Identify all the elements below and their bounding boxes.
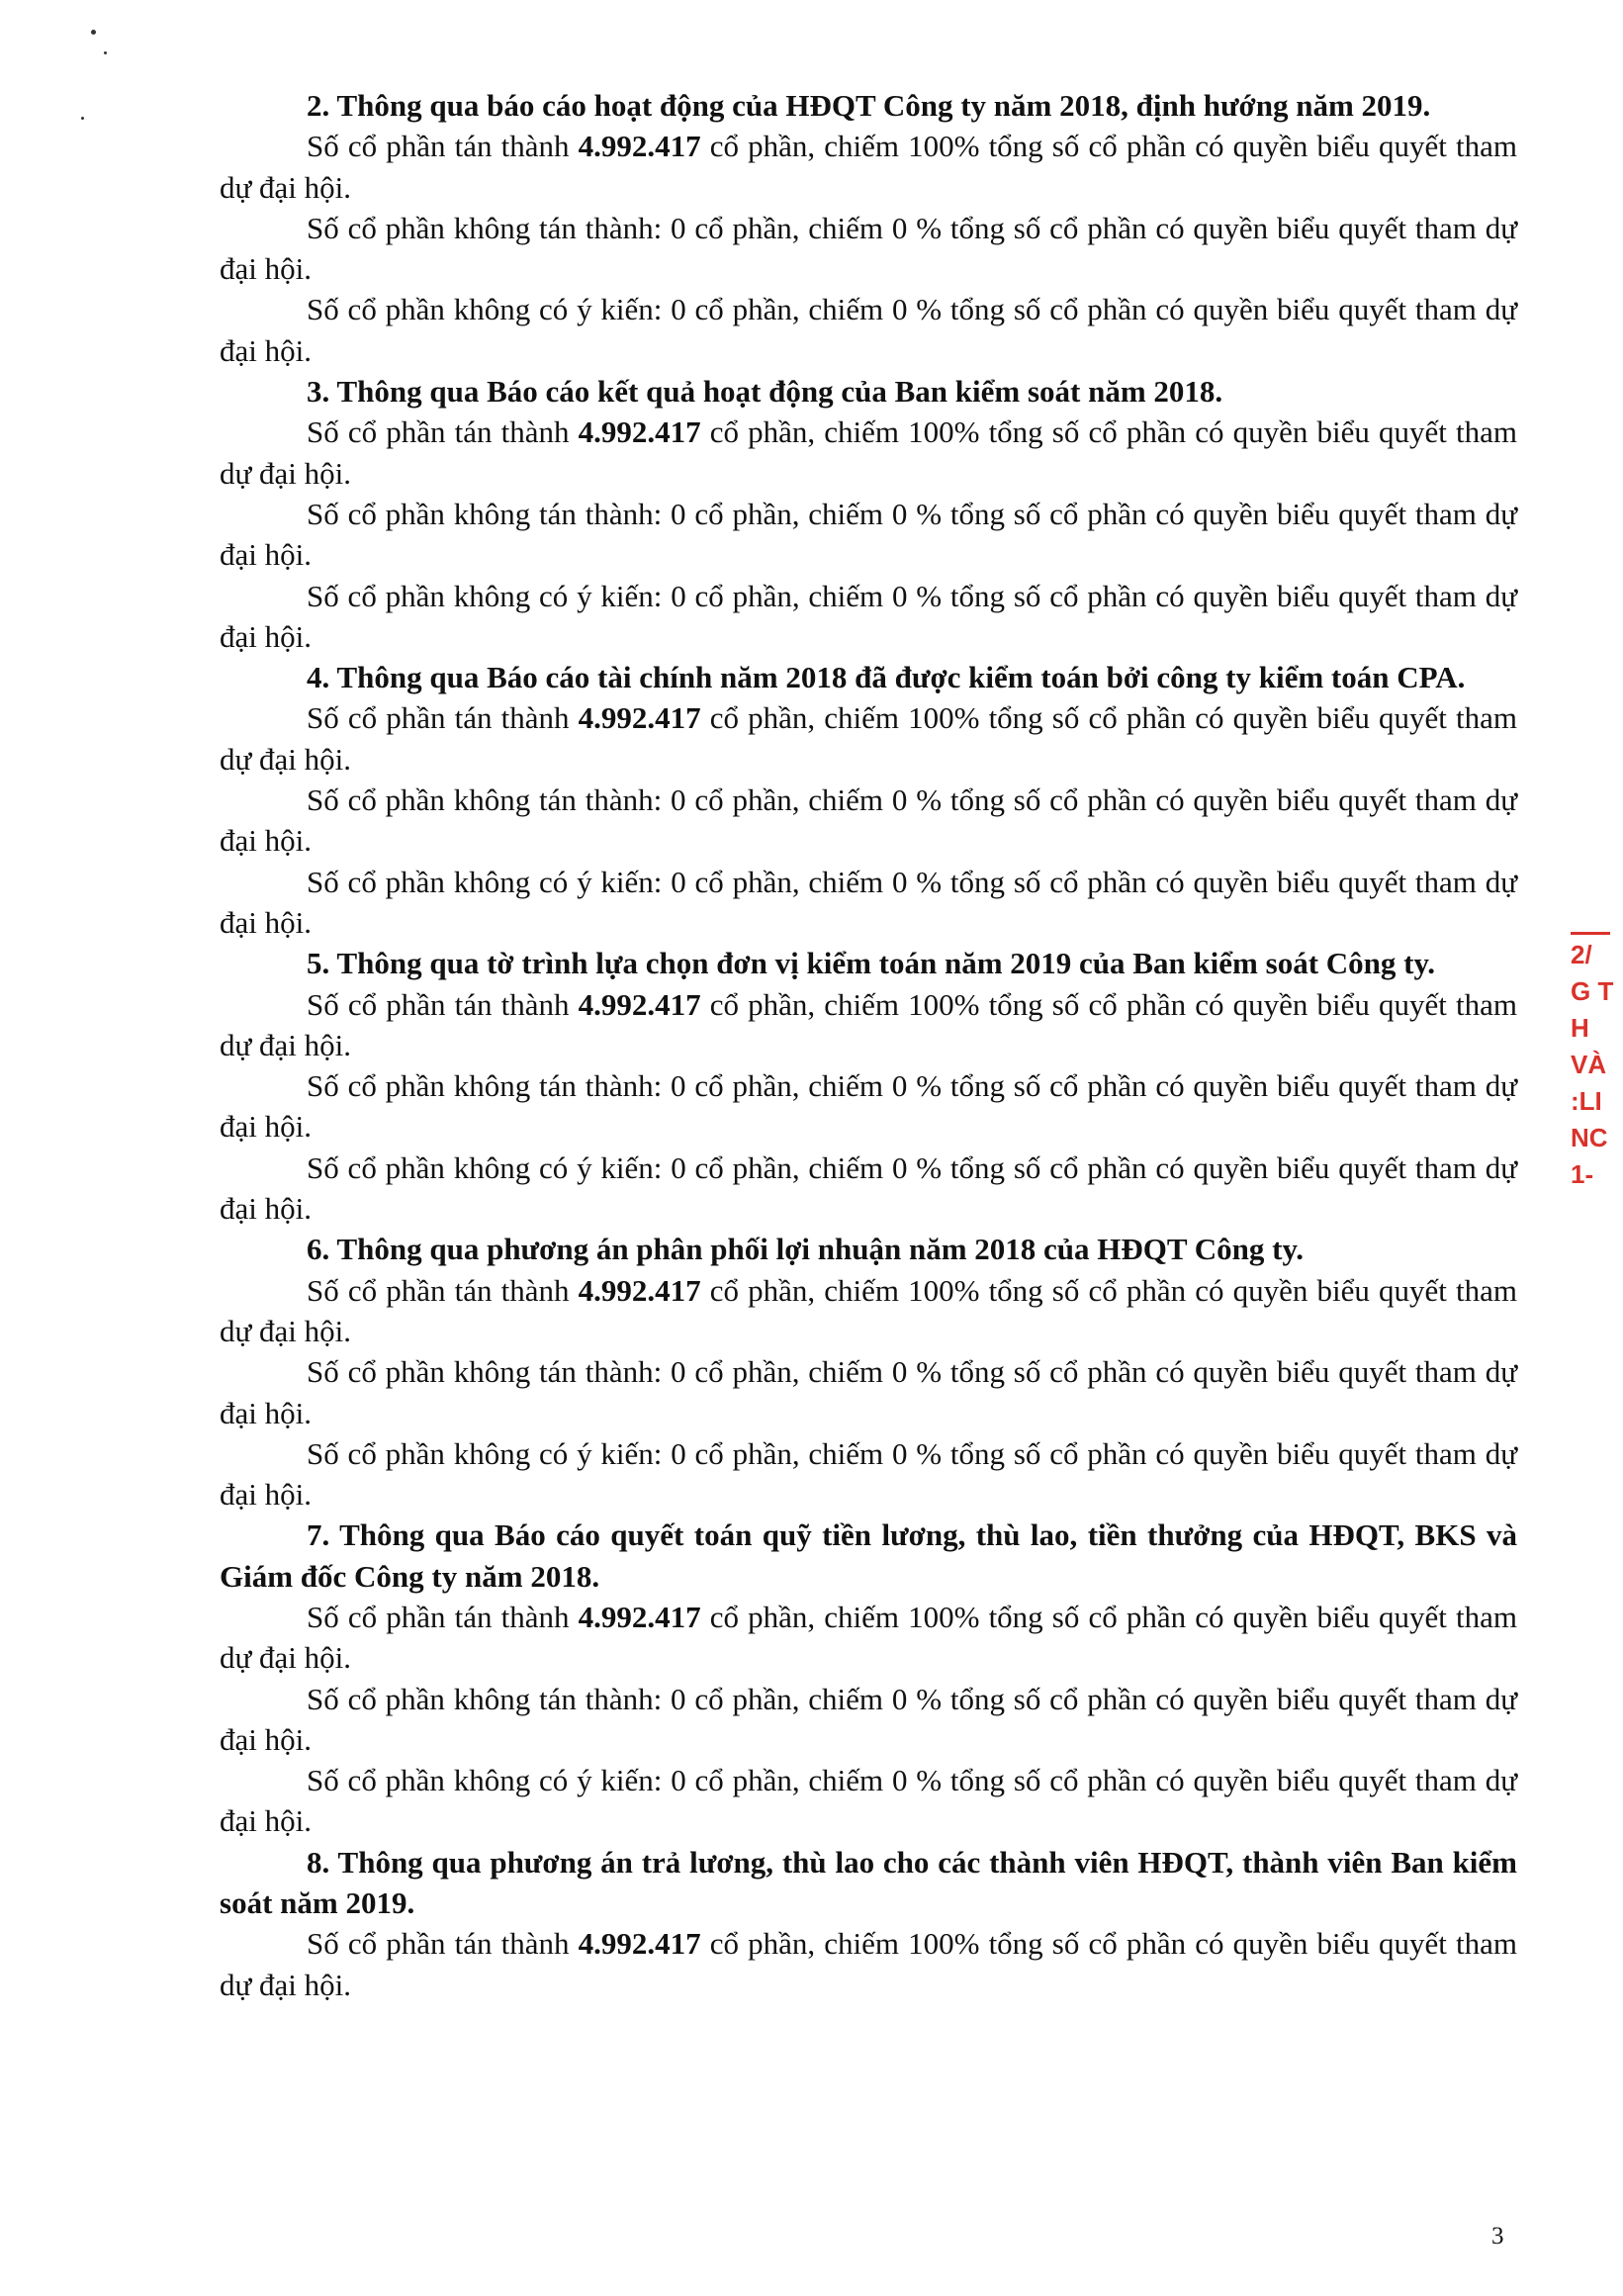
no-opinion-line: Số cổ phần không có ý kiến: 0 cổ phần, chiếm 0 % tổng số cổ phần có quyền biểu quyết tham dự đại hội.: [220, 578, 1517, 654]
approve-prefix: Số cổ phần tán thành: [307, 1926, 579, 1962]
approve-prefix: Số cổ phần tán thành: [307, 986, 579, 1022]
approve-share-count: 4.992.417: [578, 129, 701, 164]
approve-share-count: 4.992.417: [578, 1272, 701, 1308]
section-heading: 8. Thông qua phương án trả lương, thù lao cho các thành viên HĐQT, thành viên Ban kiểm soát năm 2019.: [220, 1844, 1517, 1921]
section-heading: 4. Thông qua Báo cáo tài chính năm 2018 đã được kiểm toán bởi công ty kiểm toán CPA.: [307, 660, 1466, 695]
stamp-text: 1-: [1571, 1159, 1594, 1189]
section-heading: 3. Thông qua Báo cáo kết quả hoạt động của Ban kiểm soát năm 2018.: [307, 374, 1223, 410]
section-heading: 2. Thông qua báo cáo hoạt động của HĐQT Công ty năm 2018, định hướng năm 2019.: [307, 88, 1431, 123]
stamp-rule: [1571, 932, 1610, 935]
approve-suffix: cổ phần, chiếm 100% tổng số cổ phần có quyền biểu quyết tham dự đại hội.: [220, 1599, 1517, 1676]
scan-speck: [104, 51, 107, 54]
section-heading: 6. Thông qua phương án phân phối lợi nhuận năm 2018 của HĐQT Công ty.: [307, 1232, 1305, 1267]
no-opinion-line: Số cổ phần không có ý kiến: 0 cổ phần, chiếm 0 % tổng số cổ phần có quyền biểu quyết tham dự đại hội.: [220, 292, 1517, 368]
approve-suffix: cổ phần, chiếm 100% tổng số cổ phần có quyền biểu quyết tham dự đại hội.: [220, 1272, 1517, 1348]
section-heading: 5. Thông qua tờ trình lựa chọn đơn vị kiểm toán năm 2019 của Ban kiểm soát Công ty.: [307, 946, 1436, 981]
stamp-text: H: [1571, 1013, 1589, 1043]
disapprove-line: Số cổ phần không tán thành: 0 cổ phần, chiếm 0 % tổng số cổ phần có quyền biểu quyết tham dự đại hội.: [220, 1354, 1517, 1430]
approve-prefix: Số cổ phần tán thành: [307, 129, 579, 164]
approve-suffix: cổ phần, chiếm 100% tổng số cổ phần có quyền biểu quyết tham dự đại hội.: [220, 129, 1517, 205]
stamp-text: NC: [1571, 1123, 1608, 1152]
approve-line: [220, 126, 1517, 208]
disapprove-line: Số cổ phần không tán thành: 0 cổ phần, chiếm 0 % tổng số cổ phần có quyền biểu quyết tham dự đại hội.: [220, 1068, 1517, 1145]
disapprove-line: Số cổ phần không tán thành: 0 cổ phần, chiếm 0 % tổng số cổ phần có quyền biểu quyết tham dự đại hội.: [220, 1681, 1517, 1757]
approve-line: [220, 697, 1517, 780]
disapprove-line: Số cổ phần không tán thành: 0 cổ phần, chiếm 0 % tổng số cổ phần có quyền biểu quyết tham dự đại hội.: [220, 210, 1517, 287]
approve-line: [220, 984, 1517, 1066]
approve-prefix: Số cổ phần tán thành: [307, 414, 579, 450]
approve-share-count: 4.992.417: [578, 1599, 701, 1634]
approve-line: [220, 412, 1517, 494]
approve-share-count: 4.992.417: [578, 414, 701, 450]
approve-prefix: Số cổ phần tán thành: [307, 1599, 579, 1634]
stamp-text: 2/: [1571, 940, 1592, 969]
approve-line: [220, 1923, 1517, 2005]
approve-suffix: cổ phần, chiếm 100% tổng số cổ phần có quyền biểu quyết tham dự đại hội.: [220, 414, 1517, 491]
approve-share-count: 4.992.417: [578, 1926, 701, 1962]
stamp-text: G T: [1571, 976, 1614, 1006]
no-opinion-line: Số cổ phần không có ý kiến: 0 cổ phần, chiếm 0 % tổng số cổ phần có quyền biểu quyết tham dự đại hội.: [220, 1435, 1517, 1513]
approve-suffix: cổ phần, chiếm 100% tổng số cổ phần có quyền biểu quyết tham dự đại hội.: [220, 1926, 1517, 2002]
approve-prefix: Số cổ phần tán thành: [307, 700, 579, 736]
stamp-text: VÀ: [1571, 1050, 1607, 1079]
approve-line: [220, 1270, 1517, 1352]
scan-speck: [91, 30, 96, 35]
stamp-text: :LI: [1571, 1086, 1602, 1116]
section-heading: 7. Thông qua Báo cáo quyết toán quỹ tiền lương, thù lao, tiền thưởng của HĐQT, BKS và Giám đốc Công ty năm 2018.: [220, 1517, 1517, 1594]
red-stamp-fragment: [1571, 930, 1623, 1189]
approve-line: [220, 1597, 1517, 1679]
scan-speck: [81, 117, 84, 120]
disapprove-line: Số cổ phần không tán thành: 0 cổ phần, chiếm 0 % tổng số cổ phần có quyền biểu quyết tham dự đại hội.: [220, 782, 1517, 859]
approve-suffix: cổ phần, chiếm 100% tổng số cổ phần có quyền biểu quyết tham dự đại hội.: [220, 986, 1517, 1062]
approve-share-count: 4.992.417: [578, 986, 701, 1022]
disapprove-line: Số cổ phần không tán thành: 0 cổ phần, chiếm 0 % tổng số cổ phần có quyền biểu quyết tham dự đại hội.: [220, 496, 1517, 573]
approve-prefix: Số cổ phần tán thành: [307, 1272, 579, 1308]
no-opinion-line: Số cổ phần không có ý kiến: 0 cổ phần, chiếm 0 % tổng số cổ phần có quyền biểu quyết tham dự đại hội.: [220, 1149, 1517, 1227]
page-number: 3: [1491, 2223, 1504, 2250]
no-opinion-line: Số cổ phần không có ý kiến: 0 cổ phần, chiếm 0 % tổng số cổ phần có quyền biểu quyết tham dự đại hội.: [220, 1763, 1517, 1839]
approve-share-count: 4.992.417: [578, 700, 701, 736]
document-body: [220, 85, 1517, 2005]
approve-suffix: cổ phần, chiếm 100% tổng số cổ phần có quyền biểu quyết tham dự đại hội.: [220, 700, 1517, 777]
no-opinion-line: Số cổ phần không có ý kiến: 0 cổ phần, chiếm 0 % tổng số cổ phần có quyền biểu quyết tham dự đại hội.: [220, 864, 1517, 940]
